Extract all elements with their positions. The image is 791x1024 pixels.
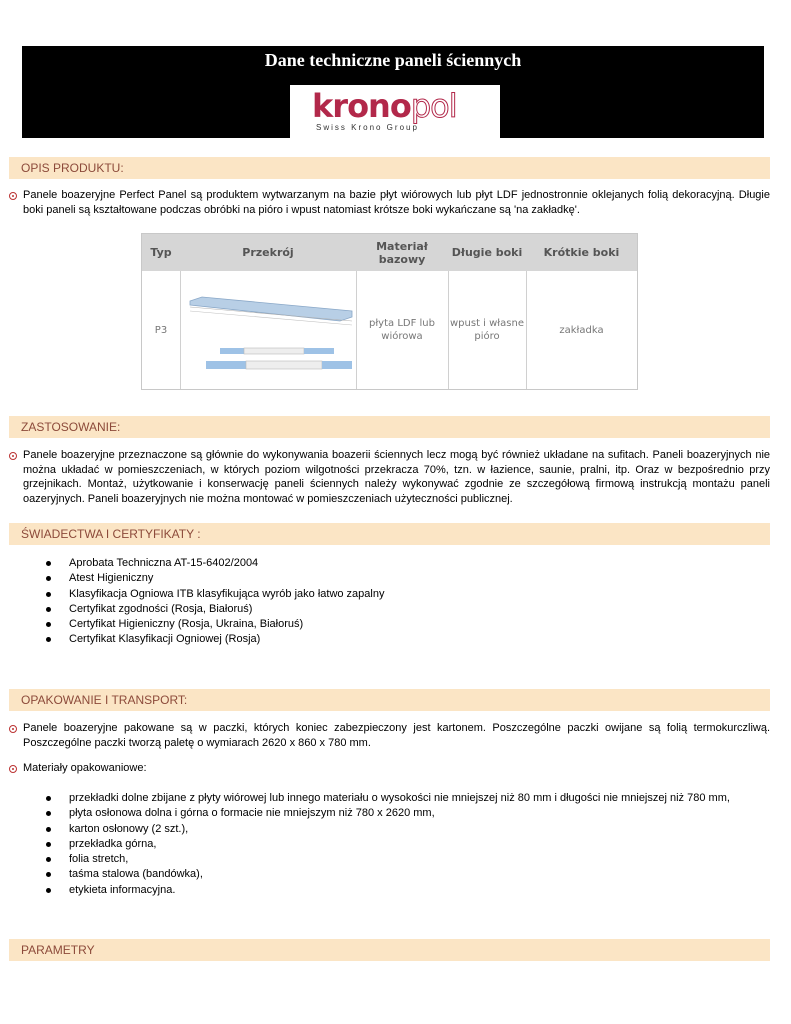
- bullet-icon: [9, 192, 17, 200]
- opakowanie-text: Panele boazeryjne pakowane są w paczki, których koniec zabezpieczony jest kartonem. Poszczególne paczki owijane są folią termokurczliwą. Poszczególne paczki tworzą paletę o wymiarach 2620 x 860 x 780 mm.: [23, 722, 770, 749]
- logo-wordmark: kronopol: [312, 87, 457, 125]
- zastosowanie-paragraph: [9, 448, 770, 506]
- list-item: przekładki dolne zbijane z płyty wiórowej lub innego materiału o wysokości nie mniejszej niż 80 mm i długości nie mniejszej niż 780 mm,: [40, 791, 730, 806]
- section-heading-parametry: PARAMETRY: [9, 939, 770, 961]
- list-item: Certyfikat zgodności (Rosja, Białoruś): [40, 602, 384, 617]
- materials-label: Materiały opakowaniowe:: [23, 762, 147, 774]
- page-title: Dane techniczne paneli ściennych: [264, 50, 522, 70]
- certificates-list: [40, 556, 384, 648]
- packaging-materials-list: [40, 791, 730, 898]
- list-item: taśma stalowa (bandówka),: [40, 867, 730, 882]
- bullet-icon: [9, 452, 17, 460]
- table-header-typ: Typ: [150, 246, 172, 259]
- list-item: Certyfikat Klasyfikacji Ogniowej (Rosja): [40, 632, 384, 647]
- table-cell-material: płyta LDF lub wiórowa: [368, 318, 435, 342]
- logo-tagline: Swiss Krono Group: [316, 123, 419, 132]
- zastosowanie-text: Panele boazeryjne przeznaczone są głównie do wykonywania boazerii ściennych lecz mogą być również układane na sufitach. Paneli boazeryjnych nie można układać w pomieszczeniach, w których poziom wilgotności przekracza 70%, tzn. w łazience, saunie, pralni, itp. Oraz w bezpośrednio przy grzejnikach. Montaż, użytkowanie i konserwację paneli ściennych należy wykonywać zgodnie ze szczegółową firmową instrukcją montażu paneli oazeryjnych. Paneli boazeryjnych nie można montować w pomieszczeniach użyteczności publicznej.: [23, 449, 770, 505]
- section-heading-swiadectwa: ŚWIADECTWA I CERTYFIKATY :: [9, 523, 770, 545]
- kronopol-logo: [290, 85, 500, 138]
- list-item: karton osłonowy (2 szt.),: [40, 822, 730, 837]
- list-item: Klasyfikacja Ogniowa ITB klasyfikująca wyrób jako łatwo zapalny: [40, 587, 384, 602]
- section-heading-zastosowanie: ZASTOSOWANIE:: [9, 416, 770, 438]
- list-item: płyta osłonowa dolna i górna o formacie nie mniejszym niż 780 x 2620 mm,: [40, 806, 730, 821]
- bullet-icon: [9, 725, 17, 733]
- table-cell-dlugie: wpust i własne pióro: [450, 318, 524, 342]
- list-item: Atest Higieniczny: [40, 571, 384, 586]
- opakowanie-paragraph: [9, 721, 770, 750]
- opis-paragraph: [9, 188, 770, 217]
- list-item: Certyfikat Higieniczny (Rosja, Ukraina, Białoruś): [40, 617, 384, 632]
- section-heading-opis: OPIS PRODUKTU:: [9, 157, 770, 179]
- table-header-row: [142, 234, 637, 271]
- bullet-icon: [9, 765, 17, 773]
- table-header-krotkie: Krótkie boki: [543, 246, 620, 259]
- table-header-material: Materiał bazowy: [376, 239, 428, 266]
- list-item: Aprobata Techniczna AT-15-6402/2004: [40, 556, 384, 571]
- panel-cross-section-drawing: [180, 271, 356, 389]
- materials-label-paragraph: [9, 761, 770, 776]
- table-cell-krotkie: zakładka: [559, 324, 604, 336]
- opis-text: Panele boazeryjne Perfect Panel są produktem wytwarzanym na bazie płyt wiórowych lub płyt LDF jednostronnie oklejanych folią dekoracyjną. Długie boki paneli są kształtowane podczas obróbki na pióro i wpust natomiast krótsze boki wykańczane są 'na zakładkę'.: [23, 189, 770, 216]
- table-header-przekroj: Przekrój: [242, 246, 294, 259]
- table-header-dlugie: Długie boki: [451, 246, 523, 259]
- table-cell-typ: P3: [154, 324, 168, 336]
- document-header: [22, 46, 764, 138]
- section-heading-opakowanie: OPAKOWANIE I TRANSPORT:: [9, 689, 770, 711]
- list-item: folia stretch,: [40, 852, 730, 867]
- list-item: etykieta informacyjna.: [40, 883, 730, 898]
- list-item: przekładka górna,: [40, 837, 730, 852]
- product-table: [141, 233, 638, 390]
